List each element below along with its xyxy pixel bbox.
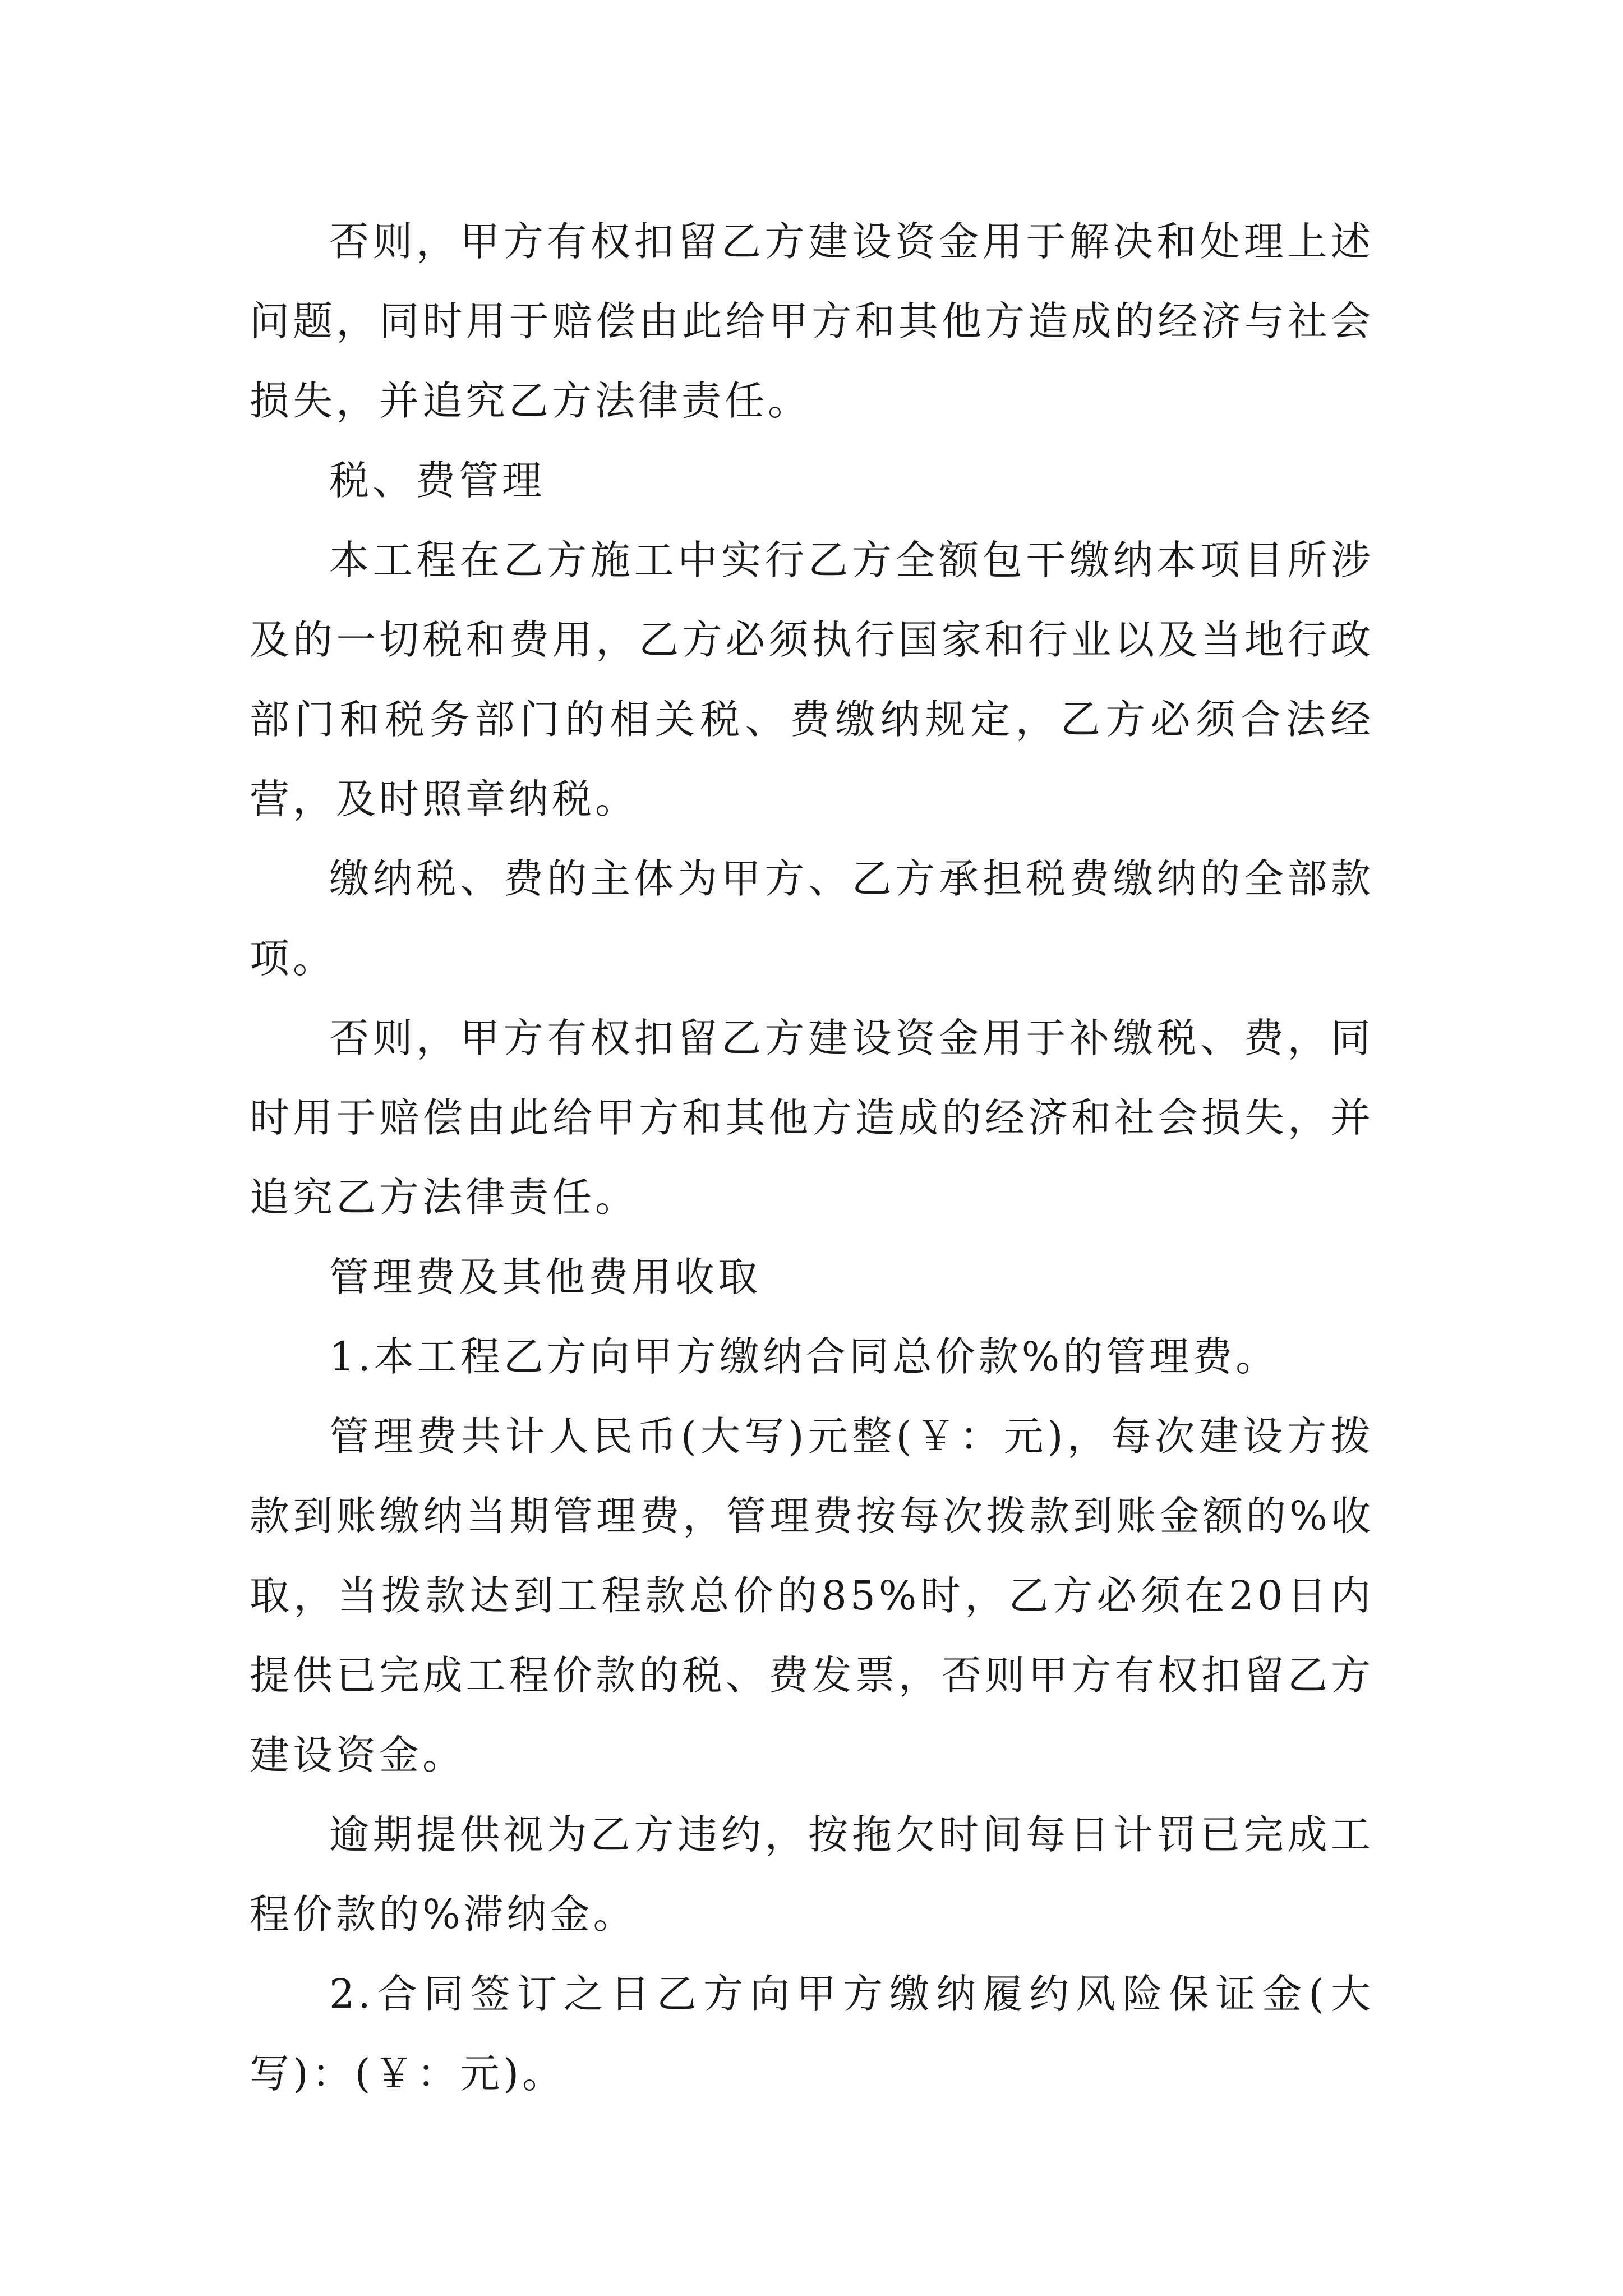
paragraph-penalty-clause-1: 否则，甲方有权扣留乙方建设资金用于解决和处理上述问题，同时用于赔偿由此给甲方和其他方造成的经济与社会损失，并追究乙方法律责任。 <box>250 218 1374 424</box>
document-body <box>250 202 1374 2114</box>
paragraph-penalty-clause-2: 否则，甲方有权扣留乙方建设资金用于补缴税、费，同时用于赔偿由此给甲方和其他方造成的经济和社会损失，并追究乙方法律责任。 <box>250 1015 1374 1221</box>
paragraph-tax-obligation: 本工程在乙方施工中实行乙方全额包干缴纳本项目所涉及的一切税和费用，乙方必须执行国家和行业以及当地行政部门和税务部门的相关税、费缴纳规定，乙方必须合法经营，及时照章纳税。 <box>250 537 1374 822</box>
section-heading-management-fee: 管理费及其他费用收取 <box>329 1254 762 1300</box>
paragraph-tax-subject: 缴纳税、费的主体为甲方、乙方承担税费缴纳的全部款项。 <box>250 855 1374 982</box>
section-heading-tax-fee: 税、费管理 <box>329 457 546 504</box>
paragraph-management-fee-detail: 管理费共计人民币(大写)元整(￥：元)，每次建设方拨款到账缴纳当期管理费，管理费按每次拨款到账金额的%收取，当拨款达到工程款总价的85%时，乙方必须在20日内提供已完成工程价款的税、费发票，否则甲方有权扣留乙方建设资金。 <box>250 1413 1374 1778</box>
paragraph-item-2: 2.合同签订之日乙方向甲方缴纳履约风险保证金(大写)：(￥：元)。 <box>250 1971 1374 2097</box>
paragraph-item-1: 1.本工程乙方向甲方缴纳合同总价款%的管理费。 <box>329 1333 1279 1380</box>
paragraph-late-penalty: 逾期提供视为乙方违约，按拖欠时间每日计罚已完成工程价款的%滞纳金。 <box>250 1811 1374 1938</box>
